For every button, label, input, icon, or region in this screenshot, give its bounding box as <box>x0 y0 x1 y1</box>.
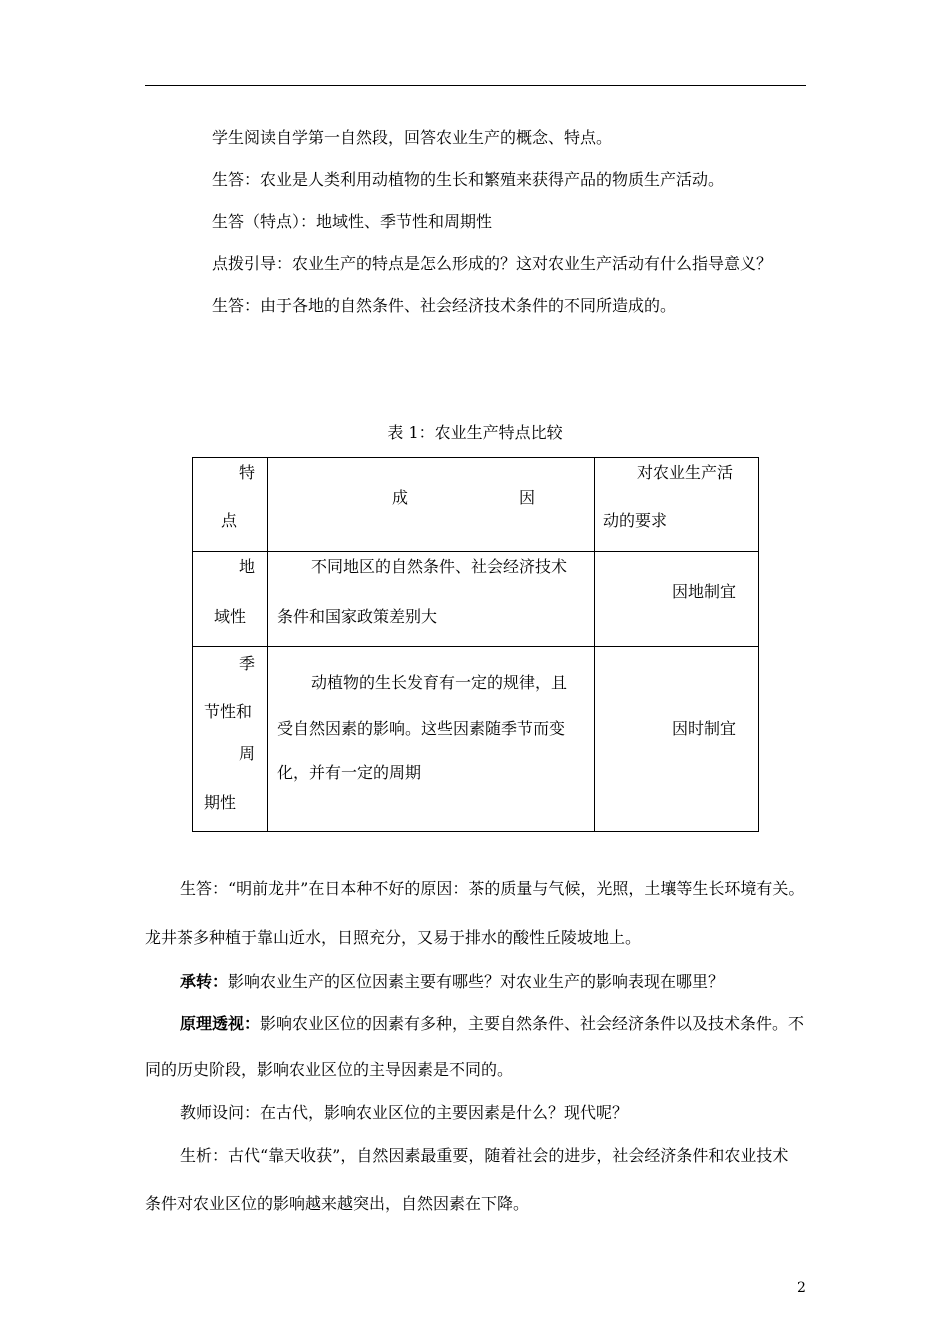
header-requirement-line2: 动的要求 <box>603 511 668 530</box>
transition-label: 承转： <box>180 972 229 991</box>
paragraph-principle-line1 <box>180 1014 804 1034</box>
paragraph-analysis-line1: 生析：古代“靠天收获”，自然因素最重要，随着社会的进步，社会经济条件和农业技术 <box>180 1146 789 1165</box>
paragraph-teacher-question: 教师设问：在古代，影响农业区位的主要因素是什么？现代呢？ <box>180 1103 629 1122</box>
features-table <box>192 457 759 832</box>
table-caption: 表 1：农业生产特点比较 <box>387 423 563 442</box>
header-feature-line2: 点 <box>221 511 238 530</box>
cause-seasonal-line1: 动植物的生长发育有一定的规律，且 <box>311 673 568 692</box>
requirement-regional: 因地制宜 <box>672 582 737 601</box>
table-row <box>193 552 759 647</box>
paragraph-answer-cause: 生答：由于各地的自然条件、社会经济技术条件的不同所造成的。 <box>212 296 677 315</box>
paragraph-transition <box>180 972 724 992</box>
feature-seasonal-line4: 期性 <box>204 793 237 812</box>
paragraph-principle-line2: 同的历史阶段，影响农业区位的主导因素是不同的。 <box>145 1060 514 1079</box>
header-feature-line1: 特 <box>239 463 256 482</box>
table-header-row <box>193 458 759 552</box>
table-row <box>193 647 759 832</box>
paragraph-answer-features: 生答（特点）：地域性、季节性和周期性 <box>212 212 493 231</box>
paragraph-guidance: 点拨引导：农业生产的特点是怎么形成的？这对农业生产活动有什么指导意义？ <box>212 254 773 273</box>
paragraph-answer-concept: 生答：农业是人类利用动植物的生长和繁殖来获得产品的物质生产活动。 <box>212 170 725 189</box>
cause-regional-line1: 不同地区的自然条件、社会经济技术 <box>311 557 568 576</box>
feature-seasonal-line1: 季 <box>239 654 256 673</box>
feature-seasonal-line2: 节性和 <box>204 702 253 721</box>
paragraph-longjing-line2: 龙井茶多种植于靠山近水，日照充分，又易于排水的酸性丘陵坡地上。 <box>145 928 642 947</box>
header-cause-char2: 因 <box>519 488 536 507</box>
cause-seasonal-line3: 化，并有一定的周期 <box>277 763 422 782</box>
feature-seasonal-line3: 周 <box>239 744 256 763</box>
header-requirement-line1: 对农业生产活 <box>637 463 734 482</box>
paragraph-longjing-line1: 生答：“明前龙井”在日本种不好的原因：茶的质量与气候，光照，土壤等生长环境有关。 <box>180 879 805 898</box>
paragraph-reading: 学生阅读自学第一自然段，回答农业生产的概念、特点。 <box>212 128 613 147</box>
principle-label: 原理透视： <box>180 1014 261 1033</box>
transition-text: 影响农业生产的区位因素主要有哪些？对农业生产的影响表现在哪里？ <box>228 972 725 991</box>
page-number: 2 <box>797 1280 806 1296</box>
paragraph-analysis-line2: 条件对农业区位的影响越来越突出，自然因素在下降。 <box>145 1194 530 1213</box>
requirement-seasonal: 因时制宜 <box>672 719 737 738</box>
header-cause-char1: 成 <box>392 488 409 507</box>
cause-regional-line2: 条件和国家政策差别大 <box>277 607 438 626</box>
header-rule <box>145 85 806 86</box>
feature-regional-line2: 域性 <box>214 607 247 626</box>
feature-regional-line1: 地 <box>239 557 256 576</box>
cause-seasonal-line2: 受自然因素的影响。这些因素随季节而变 <box>277 719 566 738</box>
principle-text-1: 影响农业区位的因素有多种，主要自然条件、社会经济条件以及技术条件。不 <box>260 1014 805 1033</box>
